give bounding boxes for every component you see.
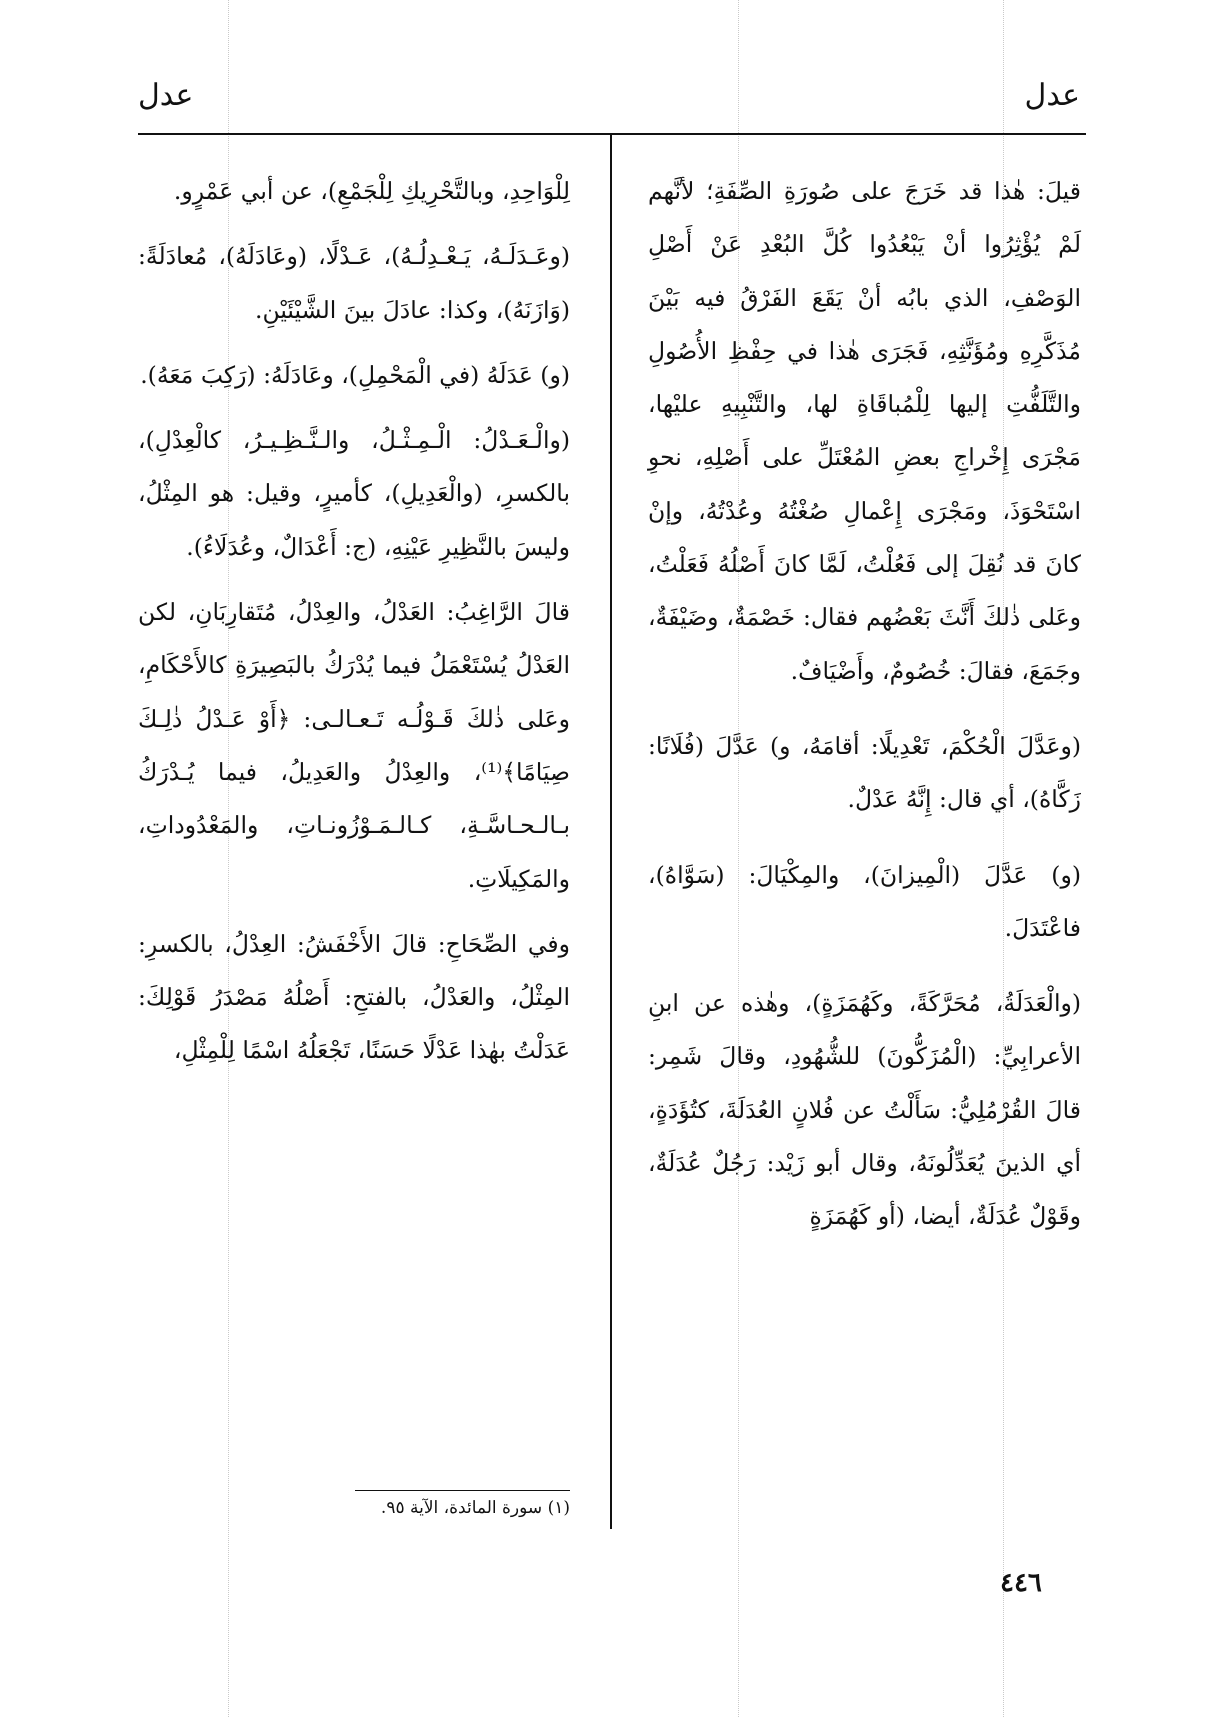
header-rule — [138, 133, 1086, 135]
left-column — [138, 165, 570, 1078]
paragraph: (و) عَدَلَهُ (في الْمَحْمِلِ)، وعَادَلَهُ: (رَكِبَ مَعَهُ). — [140, 360, 570, 389]
paragraph: (وعَدَّلَ الْحُكْمَ، تَعْدِيلًا: أقامَهُ، و) عَدَّلَ (فُلَانًا: زَكَّاهُ)، أي قال: إِنَّهُ عَدْلٌ. — [648, 731, 1081, 814]
page-number: ٤٤٦ — [1000, 1568, 1042, 1598]
paragraph: (وعَـدَلَـهُ، يَـعْـدِلُـهُ)، عَـدْلًا، (وعَادَلَهُ)، مُعادَلَةً: (وَازَنَهُ)، وكذا: عادَلَ بينَ الشَّيْئَيْنِ. — [138, 242, 570, 324]
paragraph: وفي الصِّحَاحِ: قالَ الأَخْفَشُ: العِدْلُ، بالكسرِ: المِثْلُ، والعَدْلُ، بالفتحِ: أَصْلُهُ مَصْدَرُ قَوْلِكَ: عَدَلْتُ بهٰذا عَدْلًا حَسَنًا، تَجْعَلُهُ اسْمًا لِلْمِثْلِ، — [138, 929, 570, 1065]
paragraph: (و) عَدَّلَ (الْمِيزانَ)، والمِكْيَالَ: (سَوَّاهُ)، فاعْتَدَلَ. — [648, 860, 1081, 942]
footnote: (١) سورة المائدة، الآية ٩٥. — [380, 1498, 570, 1518]
column-divider — [610, 134, 612, 1529]
paragraph: قيلَ: هٰذا قد خَرَجَ على صُورَةِ الصِّفَةِ؛ لأنَّهم لَمْ يُؤْثِرُوا أنْ يَبْعُدُوا كُلَّ البُعْدِ عَنْ أَصْلِ الوَصْفِ، الذي بابُه أنْ يَقَعَ الفَرْقُ فيه بَيْنَ مُذَكَّرِهِ ومُؤَنَّثِهِ، فَجَرَى هٰذا في حِفْظِ الأُصُولِ والتَّلَفُّتِ إليها لِلْمُباقَاةِ لها، والتَّنْبِيهِ عليْها، مَجْرَى إِخْراجِ بعضِ المُعْتَلِّ على أَصْلِهِ، نحوِ اسْتَحْوَذَ، ومَجْرَى إِعْمالِ صُغْتُهُ وعُدْتُهُ، وإنْ كانَ قد نُقِلَ إلى فَعُلْتُ، لَمَّا كانَ أَصْلُهُ فَعَلْتُ، وعَلى ذٰلكَ أَنَّثَ بَعْضُهم فقال: خَصْمَةٌ، وضَيْفَةٌ، وجَمَعَ، فقالَ: خُصُومٌ، وأَضْيَافٌ. — [648, 177, 1081, 685]
right-column — [648, 165, 1081, 1244]
paragraph: (والْعَدَلَةُ، مُحَرَّكَةً، وكَهُمَزَةٍ)، وهٰذه عن ابنِ الأعرابِيِّ: (الْمُزَكُّونَ) للشُّهُودِ، وقالَ شَمِر: قالَ القُرْمُلِيُّ: سَأَلْتُ عن فُلانٍ العُدَلَةَ، كتُؤَدَةٍ، أي الذينَ يُعَدِّلُونَهُ، وقال أبو زَيْد: رَجُلٌ عُدَلَةٌ، وقَوْلٌ عُدَلَةٌ، أيضا، (أو كَهُمَزَةٍ — [648, 989, 1081, 1231]
footnote-rule — [355, 1490, 570, 1491]
paragraph: قالَ الرَّاغِبُ: العَدْلُ، والعِدْلُ، مُتَقارِبَانِ، لكن العَدْلُ يُسْتَعْمَلُ فيما يُدْرَكُ بالبَصِيرَةِ كالأَحْكَامِ، وعَلى ذٰلكَ قَـوْلُـه تَـعـالـى: ﴿أَوْ عَـدْلُ ذٰلِـكَ صِيَامًا﴾⁽¹⁾، والعِدْلُ والعَدِيلُ، فيما يُـدْرَكُ بـالـحـاسَّـةِ، كـالـمَـوْزُونـاتِ، والمَعْدُوداتِ، والمَكِيلَاتِ. — [138, 598, 570, 893]
running-header-left: عدل — [138, 78, 194, 113]
paragraph: (والْـعَـدْلُ: الْـمِـثْـلُ، والـنَّـظِـيـرُ، كالْعِدْلِ)، بالكسرِ، (والْعَدِيلِ)، كأميرٍ، وقيل: هو المِثْلُ، وليسَ بالنَّظِيرِ عَيْنِهِ، (ج: أَعْدَالٌ، وعُدَلَاءُ). — [138, 426, 570, 561]
paragraph: لِلْوَاحِدِ، وبالتَّحْرِيكِ لِلْجَمْعِ)، عن أبي عَمْرٍو. — [173, 177, 570, 205]
running-header-right: عدل — [1024, 78, 1080, 113]
